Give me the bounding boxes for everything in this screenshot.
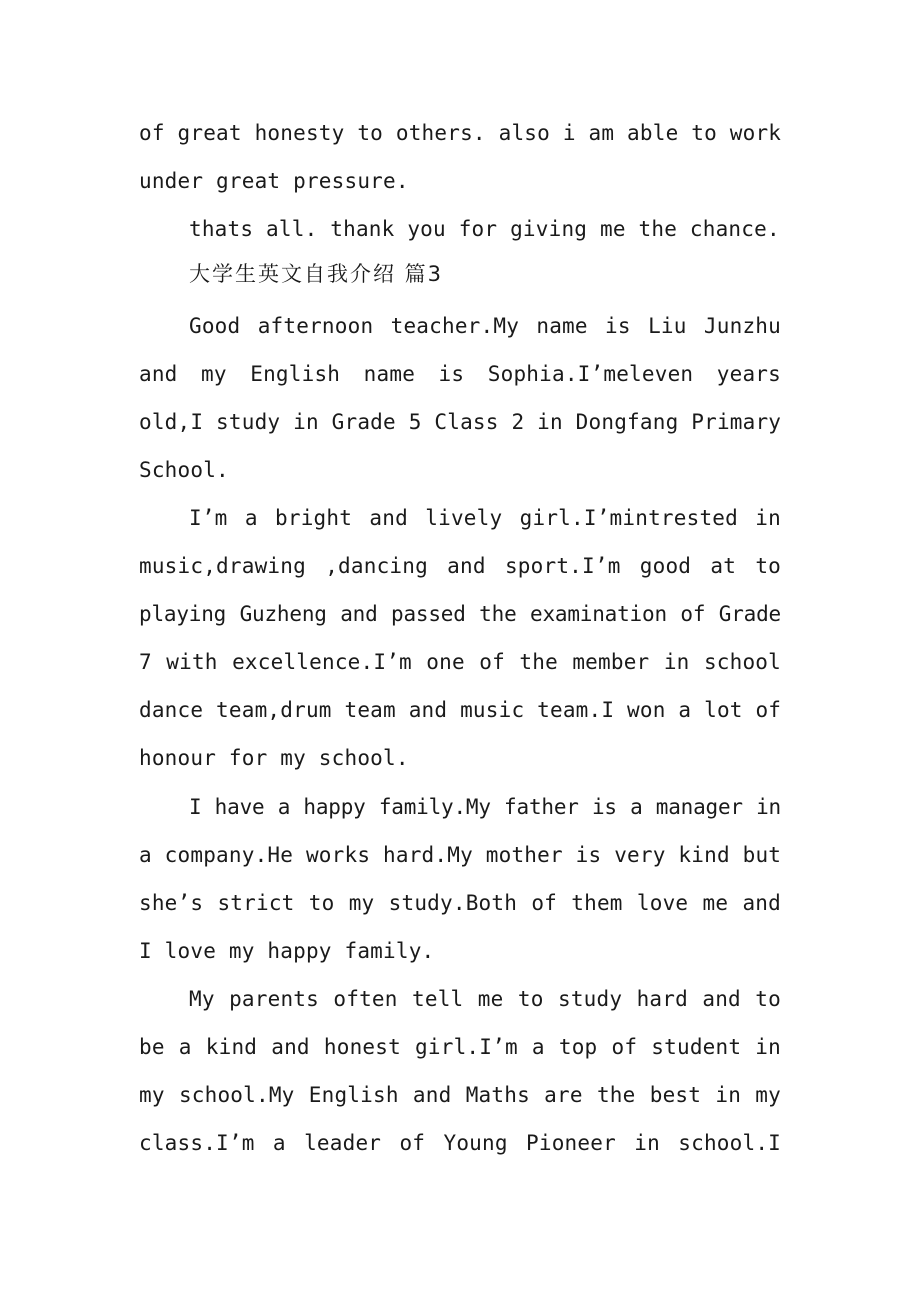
text-line: My parents often tell me to study hard and to: [189, 987, 781, 1011]
text-line: thats all. thank you for giving me the chance.: [189, 217, 780, 241]
text-line: 7 with excellence.I’m one of the member in school: [139, 650, 781, 674]
text-line: Good afternoon teacher.My name is Liu Junzhu: [189, 314, 781, 338]
text-line: I’m a bright and lively girl.I’mintrested in: [189, 506, 781, 530]
text-line: of great honesty to others. also i am able to work: [139, 121, 782, 145]
text-line: a company.He works hard.My mother is very kind but: [139, 843, 782, 867]
text-line: my school.My English and Maths are the best in my: [139, 1083, 781, 1107]
text-line: under great pressure.: [139, 169, 409, 193]
text-line: old,I study in Grade 5 Class 2 in Dongfang Primary: [139, 410, 782, 434]
text-line: I love my happy family.: [139, 939, 435, 963]
text-line: and my English name is Sophia.I’meleven years: [139, 362, 781, 386]
text-line: playing Guzheng and passed the examination of Grade: [139, 602, 781, 626]
text-line: be a kind and honest girl.I’m a top of student in: [139, 1035, 781, 1059]
text-line: I have a happy family.My father is a manager in: [189, 795, 781, 819]
text-line: dance team,drum team and music team.I won a lot of: [139, 698, 782, 722]
text-line: she’s strict to my study.Both of them love me and: [139, 891, 781, 915]
text-line: class.I’m a leader of Young Pioneer in school.I: [139, 1131, 781, 1155]
section-heading: 大学生英文自我介绍 篇3: [189, 262, 444, 286]
text-line: music,drawing ,dancing and sport.I’m good at to: [139, 554, 781, 578]
text-line: School.: [139, 458, 229, 482]
text-line: honour for my school.: [139, 746, 409, 770]
